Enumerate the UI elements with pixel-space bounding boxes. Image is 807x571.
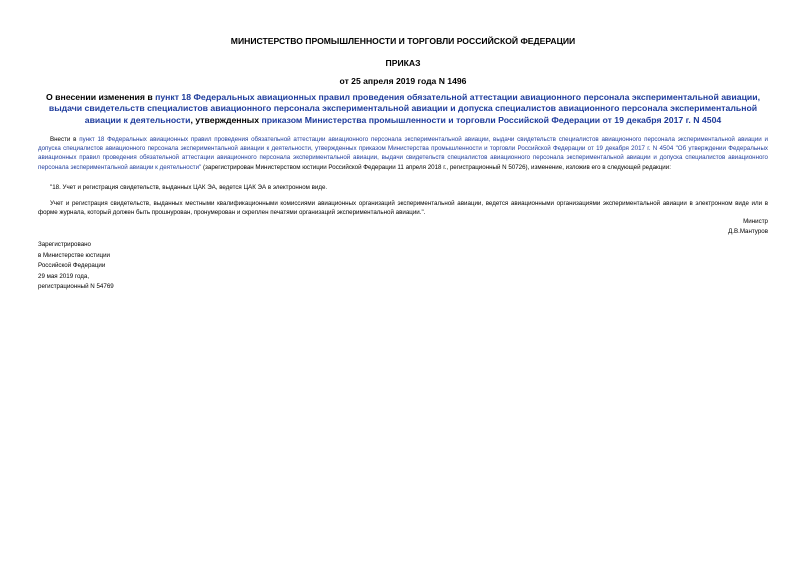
paragraph-amendment: [38, 135, 768, 172]
registration-line: Зарегистрировано: [38, 241, 91, 248]
document-type: ПРИКАЗ: [385, 58, 421, 68]
p1-suffix: (зарегистрирован Министерством юстиции Российской Федерации 11 апреля 2018 г., регистрационный N 50726), изменение, изложив его в следующей редакции:: [201, 163, 671, 171]
p1-link-rules[interactable]: пункт 18 Федеральных авиационных правил проведения обязательной аттестации авиационного персонала экспериментальной авиации, выдачи свидетельств специалистов авиационного персонала экспериментальной авиации и допуска специалистов авиационного персонала экспериментальной авиации к деятельности, утвержденных приказом Министерства промышленности и торговли Российской Федерации от 19 декабря 2017 г. N 4504 "Об утверждении Федеральных авиационных правил проведения обязательной аттестации авиационного персонала экспериментальной авиации, выдачи свидетельств специалистов авиационного персонала экспериментальной авиации и допуска специалистов авиационного персонала экспериментальной авиации к деятельности": [38, 136, 768, 171]
title-link-order[interactable]: приказом Министерства промышленности и торговли Российской Федерации от 19 декабря 2017 г. N 4504: [261, 114, 722, 125]
registration-line: в Министерстве юстиции: [38, 251, 111, 259]
title-link-rules[interactable]: пункт 18 Федеральных авиационных правил проведения обязательной аттестации авиационного персонала экспериментальной авиации, выдачи свидетельств специалистов авиационного персонала экспериментальной авиации и допуска специалистов авиационного персонала экспериментальной авиации к деятельности: [48, 92, 761, 125]
p1-prefix: Внести в: [50, 136, 80, 143]
registration-block: [38, 240, 114, 293]
registration-number: регистрационный N 54769: [38, 283, 114, 291]
order-title: [38, 92, 768, 126]
title-middle: , утвержденных: [190, 114, 262, 125]
ministry-heading: МИНИСТЕРСТВО ПРОМЫШЛЕННОСТИ И ТОРГОВЛИ РОССИЙСКОЙ ФЕДЕРАЦИИ: [230, 36, 576, 46]
paragraph-registration-rules: Учет и регистрация свидетельств, выданных местными квалификационными комиссиями авиационных организаций экспериментальной авиации, ведется авиационными организациями экспериментальной авиации в электронном виде или в форме журнала, который должен быть прошнурован, пронумерован и скреплен печатями организаций экспериментальной авиации.".: [38, 200, 768, 217]
registration-line: Российской Федерации: [38, 262, 106, 270]
signatory-name: Д.В.Мантуров: [728, 228, 768, 235]
registration-date: 29 мая 2019 года,: [38, 272, 90, 280]
title-prefix: О внесении изменения в: [45, 92, 156, 102]
paragraph-item-18: "18. Учет и регистрация свидетельств, выданных ЦАК ЭА, ведется ЦАК ЭА в электронном виде.: [50, 184, 328, 191]
order-date-number: от 25 апреля 2019 года N 1496: [339, 76, 467, 86]
signatory-position: Министр: [743, 218, 768, 225]
